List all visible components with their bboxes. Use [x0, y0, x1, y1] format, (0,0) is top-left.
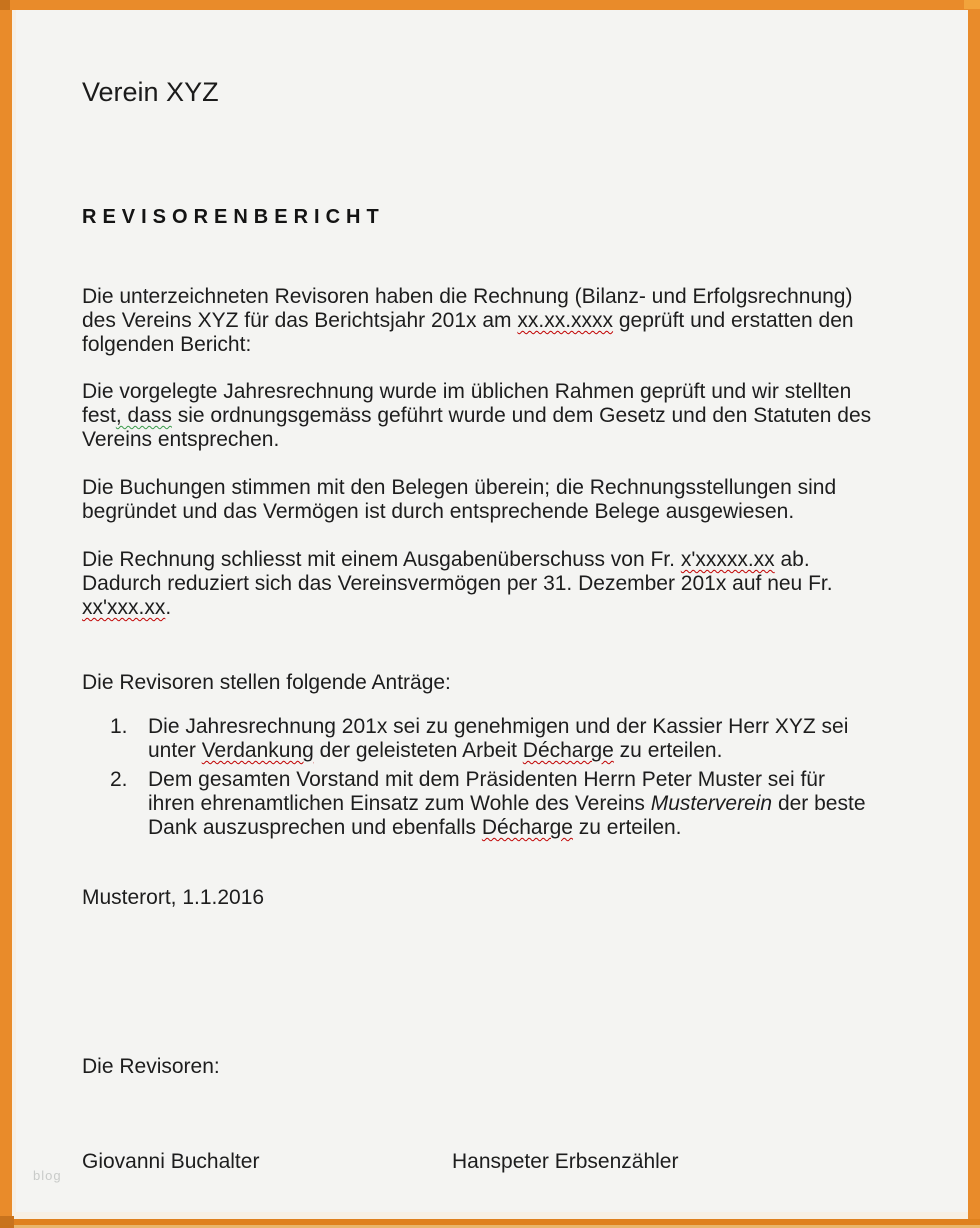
paragraph-audit-scope: Die vorgelegte Jahresrechnung wurde im üblichen Rahmen geprüft und wir stellten fest, dass sie ordnungsgemäss geführt wurde und dem Gesetz und den Statuten des Vereins entsprechen.: [82, 380, 872, 451]
list-item-2-number: 2.: [110, 768, 128, 791]
motions-intro: Die Revisoren stellen folgende Anträge:: [82, 671, 451, 694]
document-title: REVISORENBERICHT: [82, 206, 385, 228]
page-border-bottom-cream-strip: [0, 1212, 980, 1219]
signature-name-1: Giovanni Buchalter: [82, 1150, 260, 1173]
paragraph-result: Die Rechnung schliesst mit einem Ausgabenüberschuss von Fr. x'xxxxx.xx ab. Dadurch reduziert sich das Vereinsvermögen per 31. Dezember 201x auf neu Fr. xx'xxx.xx.: [82, 548, 833, 619]
closing-line: Die Revisoren:: [82, 1055, 220, 1078]
list-item-2-text: Dem gesamten Vorstand mit dem Präsidenten Herrn Peter Muster sei für ihren ehrenamtlichen Einsatz zum Wohle des Vereins Musterverein der beste Dank auszusprechen und ebenfalls Décharge zu erteilen.: [148, 768, 866, 839]
paragraph-introduction: Die unterzeichneten Revisoren haben die Rechnung (Bilanz- und Erfolgsrechnung) des Vereins XYZ für das Berichtsjahr 201x am xx.xx.xxxx geprüft und erstatten den folgenden Bericht:: [82, 285, 854, 356]
signature-name-2: Hanspeter Erbsenzähler: [452, 1150, 679, 1173]
page-border-left: [0, 0, 12, 1228]
page-border-right: [968, 0, 980, 1228]
blog-watermark: blog: [33, 1168, 62, 1183]
frame-corner-top-right: [964, 0, 980, 9]
sender-title: Verein XYZ: [82, 77, 219, 107]
paragraph-bookings: Die Buchungen stimmen mit den Belegen überein; die Rechnungsstellungen sind begründet und das Vermögen ist durch entsprechende Belege ausgewiesen.: [82, 476, 837, 523]
place-and-date: Musterort, 1.1.2016: [82, 886, 265, 909]
list-item-1-text: Die Jahresrechnung 201x sei zu genehmigen und der Kassier Herr XYZ sei unter Verdankung der geleisteten Arbeit Décharge zu erteilen.: [148, 715, 849, 762]
list-item-1-number: 1.: [110, 715, 128, 738]
frame-corner-top-left: [0, 0, 10, 10]
page-border-inner-edge: [12, 10, 16, 1212]
page-border-top: [0, 0, 980, 10]
frame-corner-bottom-left: [0, 1216, 14, 1228]
